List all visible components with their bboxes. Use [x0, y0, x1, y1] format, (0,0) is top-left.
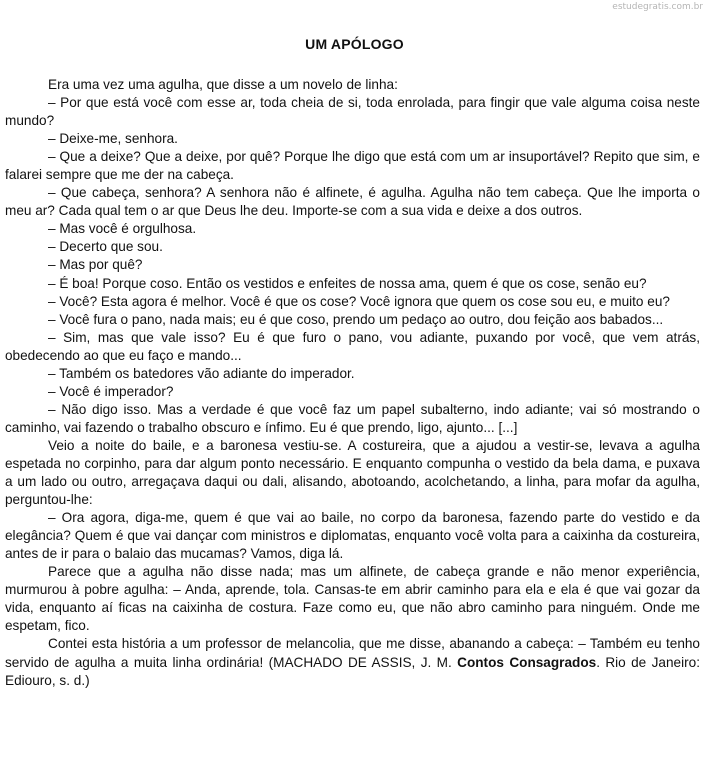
- final-paragraph-text: Contei esta história a um professor de melancolia, que me disse, abanando a cabeça: – Também eu tenho servido de agulha a muita linha ordinária! (MACHADO DE ASSIS, J. M.: [5, 636, 700, 670]
- book-title: Contos Consagrados: [457, 654, 597, 670]
- paragraph: Parece que a agulha não disse nada; mas um alfinete, de cabeça grande e não menor experiência, murmurou à pobre agulha: – Anda, aprende, tola. Cansas-te em abrir caminho para ela e ela é que vai gozar da vida, enquanto aí ficas na caixinha de costura. Faze como eu, que não abro caminho para ninguém. Onde me espetam, fico.: [5, 564, 700, 634]
- final-paragraph: [5, 635, 700, 689]
- paragraph: Veio a noite do baile, e a baronesa vestiu-se. A costureira, que a ajudou a vestir-se, levava a agulha espetada no corpinho, para dar algum ponto necessário. E enquanto compunha o vestido da bela dama, e puxava a um lado ou outro, arregaçava daqui ou dali, alisando, abotoando, acolchetando, a linha, para mofar da agulha, perguntou-lhe:: [5, 437, 700, 508]
- paragraph: – Você fura o pano, nada mais; eu é que coso, prendo um pedaço ao outro, dou feição aos babados...: [48, 311, 664, 327]
- paragraph: – Sim, mas que vale isso? Eu é que furo o pano, vou adiante, puxando por você, que vem atrás, obedecendo ao que eu faço e mando...: [5, 329, 700, 363]
- paragraph: – Decerto que sou.: [48, 239, 163, 255]
- paragraph: – Que a deixe? Que a deixe, por quê? Porque lhe digo que está com um ar insuportável? Repito que sim, e falarei sempre que me der na cabeça.: [5, 149, 700, 183]
- watermark: estudegratis.com.br: [612, 2, 703, 12]
- paragraph: – Você? Esta agora é melhor. Você é que os cose? Você ignora que quem os cose sou eu, e muito eu?: [48, 293, 670, 309]
- paragraph: – Mas por quê?: [48, 257, 143, 273]
- paragraph: – Que cabeça, senhora? A senhora não é alfinete, é agulha. Agulha não tem cabeça. Que lhe importa o meu ar? Cada qual tem o ar que Deus lhe deu. Importe-se com a sua vida e deixe a dos outros.: [5, 185, 700, 219]
- paragraph: – Mas você é orgulhosa.: [48, 221, 197, 237]
- paragraph: – Também os batedores vão adiante do imperador.: [48, 365, 355, 381]
- paragraph: – Por que está você com esse ar, toda cheia de si, toda enrolada, para fingir que vale alguma coisa neste mundo?: [5, 95, 700, 129]
- paragraph: – Deixe-me, senhora.: [48, 131, 178, 147]
- paragraph: – Não digo isso. Mas a verdade é que você faz um papel subalterno, indo adiante; vai só mostrando o caminho, vai fazendo o trabalho obscuro e ínfimo. Eu é que prendo, ligo, ajunto... [...]: [5, 401, 700, 435]
- paragraph: Era uma vez uma agulha, que disse a um novelo de linha:: [48, 77, 398, 92]
- reference-tail: . Rio de Janeiro: Ediouro, s. d.): [5, 654, 700, 688]
- page-title: UM APÓLOGO: [305, 36, 404, 52]
- paragraph: – Você é imperador?: [48, 383, 174, 399]
- paragraph: – É boa! Porque coso. Então os vestidos e enfeites de nossa ama, quem é que os cose, senão eu?: [48, 275, 647, 291]
- paragraph: – Ora agora, diga-me, quem é que vai ao baile, no corpo da baronesa, fazendo parte do vestido e da elegância? Quem é que vai dançar com ministros e diplomatas, enquanto você volta para a caixinha da costureira, antes de ir para o balaio das mucamas? Vamos, diga lá.: [5, 510, 700, 562]
- story-body: [5, 76, 700, 690]
